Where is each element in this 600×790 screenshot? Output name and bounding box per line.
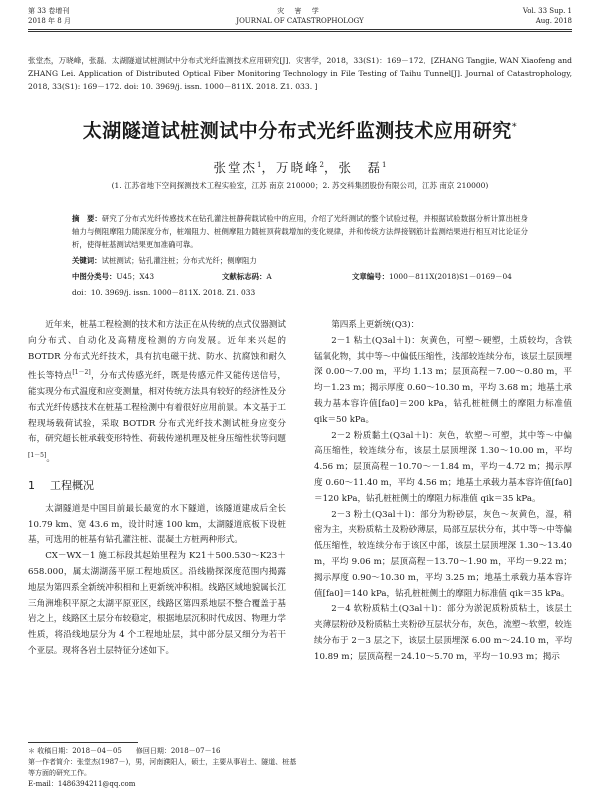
citation-ref: [1－2] [72,369,91,377]
title-footnote-mark: * [511,121,518,133]
section-title: 工程概况 [50,478,94,492]
intro-paragraph [28,318,286,468]
body-paragraph: 太湖隧道是中国目前最长最宽的水下隧道，该隧道建成后全长 10.79 km、宽 43.6 m，设计时速 100 km，太湖隧道底板下设桩基，可选用的桩基有钻孔灌注桩、混凝土方桩两种形式。 [28,503,286,546]
citation-ref: [1－5] [28,452,47,460]
author-list: 张堂杰$^1$，万晓峰$^2$，张 磊$^1$ [213,160,387,175]
keywords-label: 关键词： [72,256,102,265]
header-rule-thin [28,31,572,32]
keywords-text: 试桩测试；钻孔灌注桩；分布式光纤；侧摩阻力 [101,256,257,265]
paper-title [20,116,580,143]
footnote [28,746,298,790]
journal-name-en: JOURNAL OF CATASTROPHOLOGY [236,17,364,25]
citation-block: 张堂杰，万晓峰，张磊．太湖隧道试桩测试中分布式光纤监测技术应用研究[J]．灾害学，2018，33(S1)：169－172．[ZHANG Tangjie, WAN Xiaofeng and ZHANG Lei. Application of Distributed Optical Fiber Monitoring Technology in File Testing of Taihu Tunnel[J]. Journal of Catastrophology, 2018, 33(S1): 169－172. doi: 10. 3969/j. issn. 1000－811X. 2018. Z1. 033. ] [28,56,572,91]
body-paragraph: 2－1 粘土(Q3al＋l)：灰黄色，可塑～硬塑，土质较均，含铁锰氧化物，其中等～中偏低压缩性，浅部较连续分布，该层土层顶埋深 0.00～7.00 m，平均 1.13 m；层顶高程－7.00～0.80 m，平均－1.23 m；揭示厚度 0.60～10.30 m，平均 3.68 m；地基土承载力基本容许值[fa0]＝200 kPa，钻孔桩桩侧土的摩阻力标准值 qik＝50 kPa。 [314,335,572,425]
header-center [28,6,572,26]
author-affil-mark: 1 [257,160,262,169]
article-no-label: 文章编号： [352,272,389,281]
paper-title-text: 太湖隧道试桩测试中分布式光纤监测技术应用研究 [82,120,512,142]
author-affil-mark: 1 [382,160,387,169]
volume-label: 第 33 卷增刊 [28,7,70,15]
doi: doi：10. 3969/j. issn. 1000－811X. 2018. Z1. 033 [72,288,256,297]
author-name: 万晓峰 [276,160,320,175]
issue-date: 2018 年 8 月 [28,17,71,25]
keywords [72,254,528,267]
author-bio: 第一作者简介：张堂杰(1987－)，男，河南濮阳人，硕士，主要从事岩土、隧道、桩基等方面的研究工作。 [28,758,297,777]
body-paragraph: 2－2 粉质黏土(Q3al＋l)：灰色，软塑～可塑，其中等～中偏高压缩性，较连续分布，该层土层顶埋深 1.30～10.00 m，平均 4.56 m；层顶高程－10.70～－1.84 m，平均－4.72 m；揭示厚度 0.60～11.40 m，平均 4.56 m；地基土承载力基本容许值[fa0]＝120 kPa，钻孔桩桩侧土的摩阻力标准值 qik＝35 kPa。 [314,430,572,504]
received-date: ＊ 收稿日期：2018－04－05 修回日期：2018－07－16 [28,747,221,755]
article-no-value: 1000－811X(2018)S1－0169－04 [388,272,512,281]
intro-end: 。 [46,454,55,465]
section-number: 1 [28,478,35,492]
issue-date-en: Aug. 2018 [535,17,572,25]
clc-label: 中图分类号： [72,272,117,281]
author-name: 张 磊 [338,160,383,175]
doc-code-label: 文献标志码： [222,272,267,281]
abstract-label: 摘 要： [72,214,102,223]
right-column [314,318,572,666]
subsection-label: 第四系上更新统(Q3)： [331,320,420,330]
running-header [28,0,572,46]
classification-line [72,270,528,283]
footnote-rule [28,742,138,743]
abstract [72,212,528,251]
body-paragraph: 2－3 粉土(Q3al＋l)：部分为粉砂层，灰色～灰黄色，湿，稍密为主，夹粉质粘土及粉砂薄层，局部互层状分布，其中等～中等偏低压缩性，较连续分布于该区中部，该层土层顶埋深 1.30～13.40 m，平均 9.06 m；层顶高程－13.70～1.90 m，平均－9.22 m；揭示厚度 0.90～10.30 m，平均 3.25 m；地基土承载力基本容许值[fa0]＝140 kPa，钻孔桩桩侧土的摩阻力标准值 qik＝35 kPa。 [314,509,572,599]
left-column [28,318,286,660]
author-email: E-mail：1486394211@qq.com [28,780,136,788]
body-paragraph: 2－4 软粉质粘土(Q3al＋l)：部分为淤泥质粉质粘土，该层土夹薄层粉砂及粉质粘土夹粉砂互层状分布，灰色，流塑～软塑，较连续分布于 2－3 层之下，该层土层顶埋深 6.00 m～24.10 m，平均 10.89 m；层顶高程－24.10～5.70 m，平均－10.93 m；揭示 [314,604,572,662]
section-heading [28,478,286,494]
affiliation: (1. 江苏省地下空间探测技术工程实验室，江苏 南京 210000；2. 苏交科集团股份有限公司，江苏 南京 210000) [111,181,489,190]
intro-text-cont: ，分布式传感光纤，既是传感元件又能传送信号，能实现分布式温度和应变测量，相对传统方法具有较好的经济性及分布式光纤传感技术在桩基工程检测中有着很好应用前景。本文基于工程现场载荷试验，采取 BOTDR 分布式光纤技术测试桩身应变分布，研究超长桩承载变形特性、荷载传递机理及桩身压缩性状等问题 [28,371,286,445]
doc-code-value: A [266,272,272,281]
body-paragraph: CX－WX－1 施工标段其起始里程为 K21＋500.530～K23＋658.000，属太湖湖荡平原工程地质区。沿线勘探深度范围内揭露地层为第四系全新统冲积相和上更新统冲积相。线路区域地貌属长江三角洲堆积平原之太湖平原亚区，线路区第四系地层不整合覆盖于基岩之上，线路区土层分布较稳定，根据地层沉积时代成因、物理力学性质，将沿线地层分为 4 个工程地址层，其中部分层又细分为若干个亚层。现将各岩土层特征分述如下。 [28,551,286,657]
author-name: 张堂杰 [213,160,258,175]
journal-name-zh: 灾 害 学 [277,7,323,15]
volume-label-en: Vol. 33 Sup. 1 [522,7,572,15]
author-affil-mark: 2 [319,160,324,169]
header-rule [28,29,572,30]
abstract-text: 研究了分布式光纤传感技术在钻孔灌注桩静荷载试验中的应用，介绍了光纤测试的整个试验过程，并根据试验数据分析计算出桩身轴力与侧阻摩阻力随深度分布，桩端阻力、桩侧摩阻力随桩顶荷载增加的变化规律，并和传统方法焊接钢筋计监测结果进行相互对比论证分析，使得桩基测试结果更加准确可靠。 [72,214,528,249]
header-right [523,6,572,26]
intro-text: 近年来，桩基工程检测的技术和方法正在从传统的点式仪器测试向分布式、自动化及高精度检测的方向发展。近年来兴起的 BOTDR 分布式光纤技术，具有抗电磁干扰、防水、抗腐蚀和耐久性长等特点 [28,320,286,382]
clc-value: U45；X43 [116,272,155,281]
